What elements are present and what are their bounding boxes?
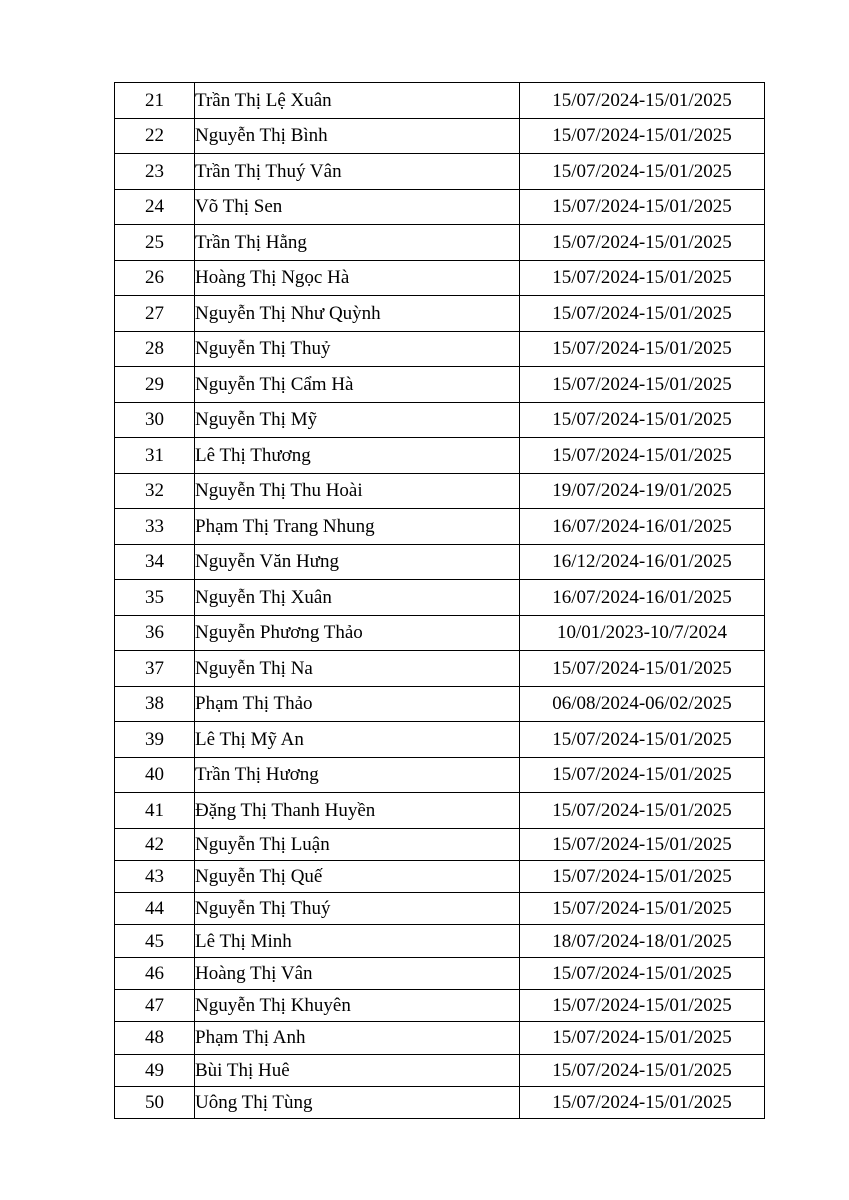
- person-name: Nguyễn Thị Thuý: [195, 893, 520, 925]
- date-range: 15/07/2024-15/01/2025: [520, 1054, 765, 1086]
- person-name: Phạm Thị Thảo: [195, 686, 520, 722]
- row-number: 37: [115, 651, 195, 687]
- table-row: [115, 686, 765, 722]
- person-name: Nguyễn Thị Bình: [195, 118, 520, 154]
- date-range: 15/07/2024-15/01/2025: [520, 1022, 765, 1054]
- date-range: 10/01/2023-10/7/2024: [520, 615, 765, 651]
- date-range: 15/07/2024-15/01/2025: [520, 860, 765, 892]
- row-number: 23: [115, 154, 195, 190]
- table-row: [115, 1054, 765, 1086]
- table-row: [115, 580, 765, 616]
- table-row: [115, 925, 765, 957]
- date-range: 15/07/2024-15/01/2025: [520, 651, 765, 687]
- row-number: 32: [115, 473, 195, 509]
- date-range: 16/07/2024-16/01/2025: [520, 580, 765, 616]
- row-number: 21: [115, 83, 195, 119]
- person-name: Nguyễn Thị Mỹ: [195, 402, 520, 438]
- person-name: Nguyễn Thị Xuân: [195, 580, 520, 616]
- date-range: 06/08/2024-06/02/2025: [520, 686, 765, 722]
- row-number: 50: [115, 1086, 195, 1118]
- row-number: 39: [115, 722, 195, 758]
- table-row: [115, 544, 765, 580]
- table-row: [115, 225, 765, 261]
- table-row: [115, 722, 765, 758]
- table-row: [115, 757, 765, 793]
- row-number: 41: [115, 793, 195, 829]
- row-number: 35: [115, 580, 195, 616]
- person-name: Nguyễn Thị Quế: [195, 860, 520, 892]
- date-range: 15/07/2024-15/01/2025: [520, 296, 765, 332]
- person-name: Trần Thị Thuý Vân: [195, 154, 520, 190]
- person-name: Nguyễn Thị Cẩm Hà: [195, 367, 520, 403]
- person-name: Hoàng Thị Ngọc Hà: [195, 260, 520, 296]
- table-row: [115, 189, 765, 225]
- date-range: 15/07/2024-15/01/2025: [520, 828, 765, 860]
- table-row: [115, 989, 765, 1021]
- records-table: [114, 82, 765, 1119]
- row-number: 43: [115, 860, 195, 892]
- table-row: [115, 828, 765, 860]
- date-range: 15/07/2024-15/01/2025: [520, 957, 765, 989]
- row-number: 29: [115, 367, 195, 403]
- date-range: 15/07/2024-15/01/2025: [520, 225, 765, 261]
- row-number: 46: [115, 957, 195, 989]
- person-name: Trần Thị Hương: [195, 757, 520, 793]
- row-number: 33: [115, 509, 195, 545]
- person-name: Lê Thị Thương: [195, 438, 520, 474]
- table-row: [115, 793, 765, 829]
- person-name: Phạm Thị Anh: [195, 1022, 520, 1054]
- person-name: Trần Thị Hằng: [195, 225, 520, 261]
- person-name: Bùi Thị Huê: [195, 1054, 520, 1086]
- table-row: [115, 1086, 765, 1118]
- date-range: 15/07/2024-15/01/2025: [520, 402, 765, 438]
- person-name: Hoàng Thị Vân: [195, 957, 520, 989]
- table-row: [115, 1022, 765, 1054]
- person-name: Lê Thị Minh: [195, 925, 520, 957]
- row-number: 45: [115, 925, 195, 957]
- date-range: 15/07/2024-15/01/2025: [520, 989, 765, 1021]
- row-number: 31: [115, 438, 195, 474]
- table-row: [115, 860, 765, 892]
- row-number: 42: [115, 828, 195, 860]
- row-number: 24: [115, 189, 195, 225]
- table-row: [115, 438, 765, 474]
- row-number: 47: [115, 989, 195, 1021]
- table-row: [115, 118, 765, 154]
- person-name: Nguyễn Thị Khuyên: [195, 989, 520, 1021]
- date-range: 15/07/2024-15/01/2025: [520, 331, 765, 367]
- date-range: 15/07/2024-15/01/2025: [520, 893, 765, 925]
- row-number: 34: [115, 544, 195, 580]
- date-range: 15/07/2024-15/01/2025: [520, 367, 765, 403]
- row-number: 25: [115, 225, 195, 261]
- date-range: 19/07/2024-19/01/2025: [520, 473, 765, 509]
- date-range: 15/07/2024-15/01/2025: [520, 438, 765, 474]
- person-name: Nguyễn Phương Thảo: [195, 615, 520, 651]
- person-name: Phạm Thị Trang Nhung: [195, 509, 520, 545]
- date-range: 15/07/2024-15/01/2025: [520, 757, 765, 793]
- date-range: 18/07/2024-18/01/2025: [520, 925, 765, 957]
- table-row: [115, 651, 765, 687]
- person-name: Trần Thị Lệ Xuân: [195, 83, 520, 119]
- person-name: Lê Thị Mỹ An: [195, 722, 520, 758]
- date-range: 15/07/2024-15/01/2025: [520, 83, 765, 119]
- records-table-body: [115, 83, 765, 1119]
- person-name: Nguyễn Thị Như Quỳnh: [195, 296, 520, 332]
- person-name: Võ Thị Sen: [195, 189, 520, 225]
- person-name: Nguyễn Thị Thuỷ: [195, 331, 520, 367]
- date-range: 15/07/2024-15/01/2025: [520, 118, 765, 154]
- row-number: 36: [115, 615, 195, 651]
- table-row: [115, 957, 765, 989]
- person-name: Đặng Thị Thanh Huyền: [195, 793, 520, 829]
- row-number: 49: [115, 1054, 195, 1086]
- table-row: [115, 331, 765, 367]
- table-row: [115, 893, 765, 925]
- date-range: 15/07/2024-15/01/2025: [520, 1086, 765, 1118]
- row-number: 28: [115, 331, 195, 367]
- date-range: 15/07/2024-15/01/2025: [520, 260, 765, 296]
- person-name: Uông Thị Tùng: [195, 1086, 520, 1118]
- table-row: [115, 296, 765, 332]
- table-row: [115, 509, 765, 545]
- table-row: [115, 260, 765, 296]
- row-number: 48: [115, 1022, 195, 1054]
- row-number: 30: [115, 402, 195, 438]
- date-range: 15/07/2024-15/01/2025: [520, 189, 765, 225]
- row-number: 22: [115, 118, 195, 154]
- row-number: 26: [115, 260, 195, 296]
- table-row: [115, 615, 765, 651]
- table-row: [115, 367, 765, 403]
- date-range: 15/07/2024-15/01/2025: [520, 154, 765, 190]
- row-number: 44: [115, 893, 195, 925]
- table-row: [115, 402, 765, 438]
- person-name: Nguyễn Văn Hưng: [195, 544, 520, 580]
- table-row: [115, 154, 765, 190]
- date-range: 15/07/2024-15/01/2025: [520, 722, 765, 758]
- person-name: Nguyễn Thị Thu Hoài: [195, 473, 520, 509]
- person-name: Nguyễn Thị Na: [195, 651, 520, 687]
- row-number: 40: [115, 757, 195, 793]
- date-range: 16/07/2024-16/01/2025: [520, 509, 765, 545]
- row-number: 38: [115, 686, 195, 722]
- table-row: [115, 473, 765, 509]
- table-row: [115, 83, 765, 119]
- row-number: 27: [115, 296, 195, 332]
- date-range: 15/07/2024-15/01/2025: [520, 793, 765, 829]
- date-range: 16/12/2024-16/01/2025: [520, 544, 765, 580]
- person-name: Nguyễn Thị Luận: [195, 828, 520, 860]
